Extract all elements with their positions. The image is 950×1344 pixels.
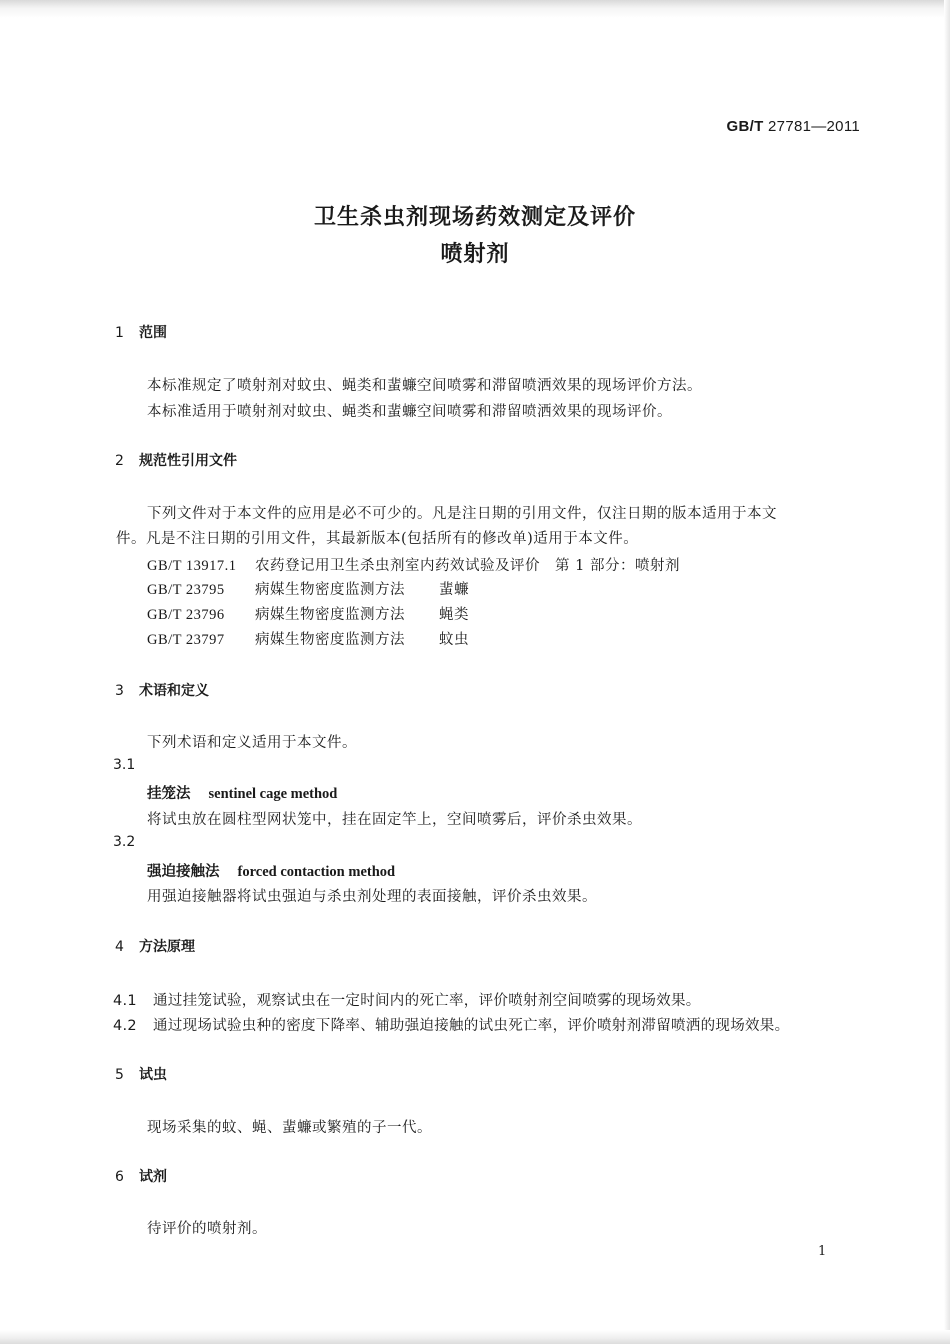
section-number: 4	[115, 939, 124, 955]
paragraph: 待评价的喷射剂。	[147, 1221, 267, 1237]
term-definition: 将试虫放在圆柱型网状笼中，挂在固定竿上，空间喷雾后，评价杀虫效果。	[147, 812, 642, 828]
section-heading-2	[115, 450, 237, 470]
term-title	[147, 860, 395, 881]
term-title	[147, 782, 337, 803]
paragraph: 现场采集的蚊、蝇、蜚蠊或繁殖的子一代。	[147, 1120, 432, 1136]
clause-text: 通过现场试验虫种的密度下降率、辅助强迫接触的试虫死亡率，评价喷射剂滞留喷洒的现场效果。	[153, 1018, 790, 1034]
reference-name: 病媒生物密度监测方法	[255, 607, 405, 623]
clause-item	[113, 989, 701, 1010]
reference-part: 第 1 部分：喷射剂	[555, 558, 680, 574]
section-title: 方法原理	[139, 939, 195, 955]
paragraph: 件。凡是不注日期的引用文件，其最新版本(包括所有的修改单)适用于本文件。	[116, 531, 639, 547]
scan-edge-top	[0, 0, 950, 18]
standard-number: 27781—2011	[768, 118, 860, 135]
section-heading-5	[115, 1064, 167, 1084]
section-title: 试虫	[139, 1067, 167, 1083]
section-heading-6	[115, 1166, 167, 1186]
term-chinese: 强迫接触法	[147, 864, 220, 880]
scan-edge-bottom	[0, 1330, 950, 1344]
term-english: forced contaction method	[237, 864, 396, 880]
section-title: 试剂	[139, 1169, 167, 1185]
clause-number: 4.2	[113, 1018, 137, 1034]
paragraph: 本标准适用于喷射剂对蚊虫、蝇类和蜚蠊空间喷雾和滞留喷洒效果的现场评价。	[147, 404, 672, 420]
document-title: 卫生杀虫剂现场药效测定及评价	[313, 205, 636, 230]
reference-item	[147, 554, 680, 575]
section-number: 5	[115, 1067, 124, 1083]
reference-code: GB/T 13917.1	[147, 558, 237, 574]
section-title: 范围	[139, 325, 167, 341]
clause-item	[113, 1014, 789, 1035]
paragraph: 本标准规定了喷射剂对蚊虫、蝇类和蜚蠊空间喷雾和滞留喷洒效果的现场评价方法。	[147, 378, 702, 394]
paragraph: 下列术语和定义适用于本文件。	[147, 735, 357, 751]
document-subtitle: 喷射剂	[440, 242, 510, 267]
reference-part: 蚊虫	[439, 632, 469, 648]
reference-item	[147, 628, 469, 649]
section-number: 3	[115, 683, 124, 699]
reference-part: 蝇类	[439, 607, 469, 623]
clause-text: 通过挂笼试验，观察试虫在一定时间内的死亡率，评价喷射剂空间喷雾的现场效果。	[153, 993, 701, 1009]
reference-item	[147, 603, 469, 624]
term-definition: 用强迫接触器将试虫强迫与杀虫剂处理的表面接触，评价杀虫效果。	[147, 889, 597, 905]
page-number: 1	[818, 1244, 827, 1259]
standard-prefix: GB/T	[726, 118, 764, 135]
term-english: sentinel cage method	[208, 786, 338, 802]
term-number: 3.2	[113, 834, 136, 850]
section-title: 术语和定义	[139, 683, 209, 699]
reference-code: GB/T 23797	[147, 632, 225, 648]
reference-name: 农药登记用卫生杀虫剂室内药效试验及评价	[255, 558, 540, 574]
section-number: 2	[115, 453, 124, 469]
section-title: 规范性引用文件	[139, 453, 237, 469]
reference-name: 病媒生物密度监测方法	[255, 632, 405, 648]
reference-name: 病媒生物密度监测方法	[255, 582, 405, 598]
clause-number: 4.1	[113, 993, 137, 1009]
section-number: 1	[115, 325, 124, 341]
section-heading-3	[115, 680, 209, 700]
standard-code	[700, 118, 860, 135]
reference-item	[147, 578, 469, 599]
section-heading-4	[115, 936, 195, 956]
reference-code: GB/T 23795	[147, 582, 225, 598]
section-heading-1	[115, 322, 167, 342]
term-chinese: 挂笼法	[147, 786, 191, 802]
section-number: 6	[115, 1169, 124, 1185]
paragraph: 下列文件对于本文件的应用是必不可少的。凡是注日期的引用文件，仅注日期的版本适用于本文	[147, 506, 777, 522]
reference-code: GB/T 23796	[147, 607, 225, 623]
term-number: 3.1	[113, 757, 136, 773]
reference-part: 蜚蠊	[439, 582, 469, 598]
